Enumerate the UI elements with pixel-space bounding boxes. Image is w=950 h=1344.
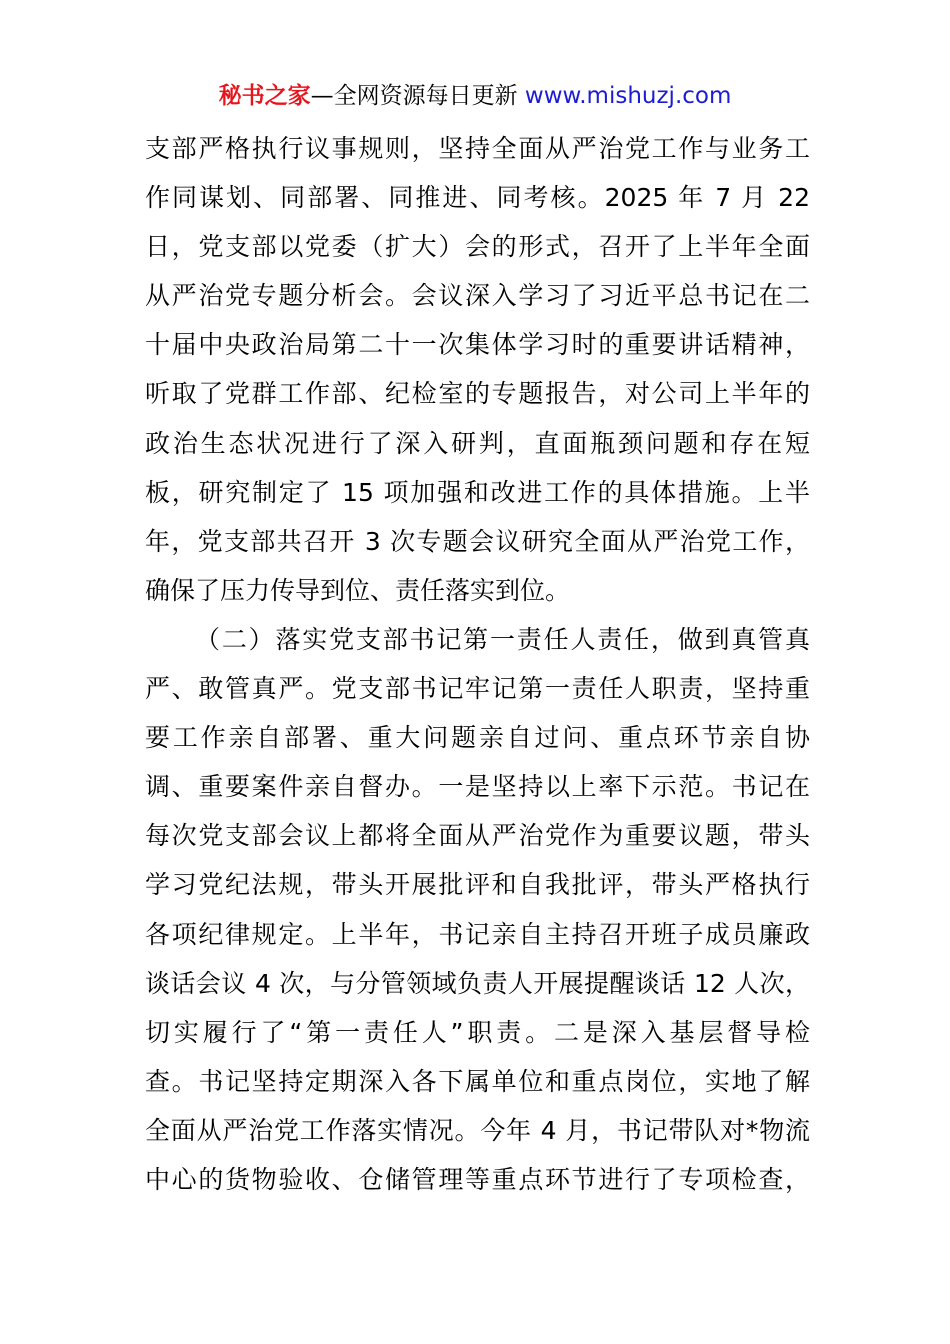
text-line: 十届中央政治局第二十一次集体学习时的重要讲话精神，: [145, 330, 810, 360]
text-line: 从严治党专题分析会。会议深入学习了习近平总书记在二: [145, 281, 810, 311]
text-line: 学习党纪法规，带头开展批评和自我批评，带头严格执行: [145, 870, 810, 900]
site-brand: 秘书之家: [218, 83, 311, 109]
site-tagline: —全网资源每日更新: [310, 83, 525, 109]
text-line: 板，研究制定了 15 项加强和改进工作的具体措施。上半: [145, 477, 810, 507]
text-line: 谈话会议 4 次，与分管领域负责人开展提醒谈话 12 人次，: [145, 968, 810, 998]
text-line: 支部严格执行议事规则，坚持全面从严治党工作与业务工: [145, 134, 810, 163]
text-line: 年，党支部共召开 3 次专题会议研究全面从严治党工作，: [145, 526, 810, 556]
text-line: 听取了党群工作部、纪检室的专题报告，对公司上半年的: [145, 379, 810, 409]
text-line: 全面从严治党工作落实情况。今年 4 月，书记带队对*物流: [145, 1115, 810, 1145]
text-line: （二）落实党支部书记第一责任人责任，做到真管真: [195, 624, 810, 654]
text-line: 调、重要案件亲自督办。一是坚持以上率下示范。书记在: [145, 772, 810, 802]
text-line: 各项纪律规定。上半年，书记亲自主持召开班子成员廉政: [145, 919, 810, 949]
text-line: 日，党支部以党委（扩大）会的形式，召开了上半年全面: [145, 232, 810, 262]
document-body: [145, 124, 810, 1204]
paragraph-1: [145, 124, 810, 615]
text-line: 政治生态状况进行了深入研判，直面瓶颈问题和存在短: [145, 428, 810, 458]
text-line: 严、敢管真严。党支部书记牢记第一责任人职责，坚持重: [145, 674, 810, 704]
text-line: 切实履行了“第一责任人”职责。二是深入基层督导检: [145, 1017, 810, 1047]
text-line: 作同谋划、同部署、同推进、同考核。2025 年 7 月 22: [145, 183, 810, 213]
site-url-link[interactable]: www.mishuzj.com: [524, 83, 732, 109]
text-line: 中心的货物验收、仓储管理等重点环节进行了专项检查，: [145, 1164, 810, 1194]
text-line: 查。书记坚持定期深入各下属单位和重点岗位，实地了解: [145, 1066, 810, 1096]
text-line: 确保了压力传导到位、责任落实到位。: [145, 575, 571, 605]
text-line: 每次党支部会议上都将全面从严治党作为重要议题，带头: [145, 821, 810, 851]
site-header: [0, 80, 950, 112]
text-line: 要工作亲自部署、重大问题亲自过问、重点环节亲自协: [145, 723, 810, 753]
paragraph-2: [145, 615, 810, 1204]
